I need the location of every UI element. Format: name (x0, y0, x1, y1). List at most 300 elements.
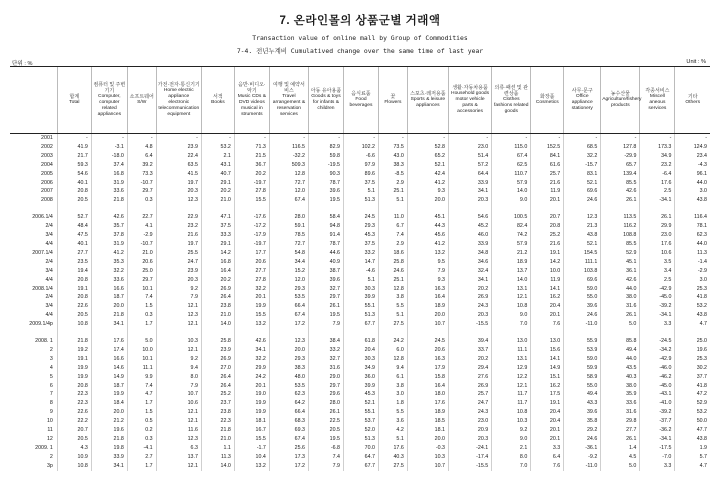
table-cell: -8.5 (378, 170, 407, 179)
table-cell: 26.9 (201, 355, 234, 364)
table-row (10, 462, 710, 471)
table-cell: -3.1 (91, 143, 127, 152)
table-cell: 25.6 (269, 444, 308, 453)
table-cell: 53.5 (269, 382, 308, 391)
table-cell: 139.4 (601, 170, 640, 179)
data-table (10, 66, 710, 471)
table-cell: 13.7 (156, 453, 201, 462)
table-cell: - (343, 134, 378, 143)
table-cell: 25.8 (201, 337, 234, 346)
table-cell: 45.3 (343, 231, 378, 240)
table-cell: 39.4 (448, 337, 491, 346)
table-row (10, 152, 710, 161)
column-header-english: Agriculture/fishery products (602, 97, 642, 108)
table-cell: 62.3 (675, 231, 710, 240)
table-cell: 16.2 (531, 382, 564, 391)
table-cell: 23.2 (156, 222, 201, 231)
table-cell: 38.7 (308, 267, 343, 276)
column-header-korean: 스포츠·레저용품 (410, 91, 446, 98)
table-cell: 37.4 (91, 161, 127, 170)
table-cell: 82.4 (492, 222, 531, 231)
table-row (10, 285, 710, 294)
table-cell: 59.1 (269, 222, 308, 231)
table-cell: -6.6 (343, 152, 378, 161)
table-cell: 24.6 (564, 311, 601, 320)
table-cell: 21.5 (234, 152, 269, 161)
table-cell: 6.3 (156, 444, 201, 453)
column-header (156, 67, 201, 134)
table-cell: 3.0 (378, 390, 407, 399)
table-cell: 34.4 (269, 258, 308, 267)
table-cell: 3.0 (675, 187, 710, 196)
table-cell: 7.9 (308, 320, 343, 329)
table-cell: 42.6 (601, 187, 640, 196)
table-cell: 24.6 (564, 196, 601, 205)
column-header (10, 67, 57, 134)
row-label: 4/4 (45, 240, 53, 247)
column-header (91, 67, 127, 134)
table-cell: 51.4 (448, 152, 491, 161)
row-label: 12 (46, 436, 53, 442)
table-cell: 39.6 (308, 187, 343, 196)
table-cell: 34.9 (640, 152, 675, 161)
table-cell: 45.2 (448, 222, 491, 231)
table-cell: 29.3 (269, 285, 308, 294)
table-cell: 27.0 (201, 364, 234, 373)
table-cell: 53.2 (675, 302, 710, 311)
column-header-korean: 화장품 (540, 94, 555, 101)
table-cell: 20.2 (448, 355, 491, 364)
table-cell: 3.3 (640, 462, 675, 471)
table-cell: 65.7 (601, 161, 640, 170)
table-cell: -10.7 (127, 179, 156, 188)
table-cell: 65.2 (407, 152, 448, 161)
column-header-english: Travel arrangement & reservation services (272, 94, 306, 117)
table-cell: 41.8 (675, 293, 710, 302)
table-cell: 4.7 (675, 462, 710, 471)
table-cell: 16.2 (531, 293, 564, 302)
column-header (492, 67, 531, 134)
table-cell: 25.3 (675, 285, 710, 294)
table-cell: 24.2 (378, 337, 407, 346)
table-cell: 29.8 (601, 417, 640, 426)
table-cell: 26.4 (201, 293, 234, 302)
table-cell: 1.4 (601, 444, 640, 453)
table-cell: -43.1 (640, 390, 675, 399)
row-label: 3 (49, 355, 53, 362)
table-cell: -2.9 (675, 267, 710, 276)
table-cell: 89.6 (343, 170, 378, 179)
table-cell: 13.1 (492, 285, 531, 294)
table-cell: 31.9 (91, 240, 127, 249)
table-cell: - (308, 134, 343, 143)
table-cell: 40.3 (378, 453, 407, 462)
table-cell: -24.5 (640, 337, 675, 346)
table-cell: 27.5 (378, 462, 407, 471)
table-cell: 12.1 (156, 346, 201, 355)
table-cell: 14.1 (531, 355, 564, 364)
table-cell: -1.7 (234, 444, 269, 453)
table-cell: 10.0 (531, 267, 564, 276)
table-cell: 34.1 (91, 320, 127, 329)
table-cell: 39.6 (564, 302, 601, 311)
table-cell: 42.6 (91, 213, 127, 222)
table-cell: - (640, 134, 675, 143)
table-cell: 20.9 (448, 426, 491, 435)
table-cell: 41.5 (156, 170, 201, 179)
table-cell: 17.6 (640, 179, 675, 188)
table-cell: 13.7 (492, 267, 531, 276)
table-cell: 12.1 (156, 320, 201, 329)
table-cell: -17.5 (640, 444, 675, 453)
row-label: 2004 (41, 161, 53, 168)
table-cell: 33.3 (201, 231, 234, 240)
table-cell: 20.0 (269, 346, 308, 355)
column-header-english: Home electric appliance electronic telecommunication equipment (158, 88, 200, 117)
column-header (531, 67, 564, 134)
table-cell: 20.8 (57, 382, 91, 391)
table-cell: 13.0 (492, 337, 531, 346)
table-cell: 57.9 (492, 240, 531, 249)
table-cell: 55.0 (564, 293, 601, 302)
column-header (269, 67, 308, 134)
table-row (10, 417, 710, 426)
table-row (10, 222, 710, 231)
table-cell: 46.0 (448, 231, 491, 240)
table-cell: 7.4 (308, 453, 343, 462)
table-cell: 97.9 (343, 161, 378, 170)
table-cell: 12.1 (156, 462, 201, 471)
table-cell: 62.3 (269, 390, 308, 399)
table-cell: 14.2 (531, 258, 564, 267)
table-cell: 29.4 (448, 364, 491, 373)
table-cell: -11.0 (564, 320, 601, 329)
subtitle-english: Transaction value of online mall by Group of Commodities (252, 34, 468, 42)
row-label: 2 (49, 453, 53, 460)
table-cell: 20.0 (91, 302, 127, 311)
table-cell: 52.9 (601, 249, 640, 258)
row-label: 5 (49, 373, 53, 380)
table-cell: 4.1 (127, 222, 156, 231)
table-cell: 90.3 (308, 170, 343, 179)
table-cell: 41.2 (91, 249, 127, 258)
row-label: 2006 (41, 179, 53, 186)
table-cell: 29.1 (201, 240, 234, 249)
table-cell: 54.8 (269, 249, 308, 258)
table-cell: 47.5 (57, 231, 91, 240)
column-header-english: Cosmetics (535, 100, 559, 106)
table-cell: -7.0 (640, 453, 675, 462)
table-cell: 20.1 (234, 382, 269, 391)
column-header-english: Computer, computer related appliances (97, 94, 122, 117)
table-cell: 33.6 (601, 399, 640, 408)
table-cell: 2.5 (640, 276, 675, 285)
table-row (10, 302, 710, 311)
table-cell: 2.9 (378, 240, 407, 249)
table-cell: 7.4 (127, 382, 156, 391)
table-cell: 154.5 (564, 249, 601, 258)
table-cell: 16.8 (201, 258, 234, 267)
table-cell: 6.1 (378, 373, 407, 382)
column-header-korean: 음식료품 (351, 91, 371, 98)
table-cell: 19.5 (308, 435, 343, 444)
table-cell: 25.2 (201, 390, 234, 399)
column-header-english: Clothes fashions related goods (493, 97, 529, 114)
table-cell: 15.5 (234, 196, 269, 205)
table-cell: 111.1 (564, 258, 601, 267)
table-cell: 116.5 (269, 143, 308, 152)
table-cell: 1.8 (378, 399, 407, 408)
table-cell: 1.9 (675, 444, 710, 453)
column-header (640, 67, 675, 134)
table-cell: 34.9 (343, 364, 378, 373)
table-cell: 19.1 (57, 285, 91, 294)
table-cell: 19.9 (91, 390, 127, 399)
table-cell: 14.9 (91, 373, 127, 382)
table-cell: 26.1 (640, 213, 675, 222)
table-cell: 20.5 (57, 435, 91, 444)
table-cell: 23.0 (448, 417, 491, 426)
table-cell: 20.4 (531, 408, 564, 417)
table-cell: 24.3 (448, 408, 491, 417)
table-cell: - (91, 134, 127, 143)
table-cell: 41.2 (407, 240, 448, 249)
table-cell: 127.8 (601, 143, 640, 152)
table-cell: 23.9 (156, 267, 201, 276)
table-cell: -19.5 (308, 161, 343, 170)
table-cell: 108.8 (601, 231, 640, 240)
table-cell: 37.5 (201, 222, 234, 231)
table-cell: 23.2 (640, 161, 675, 170)
table-cell: 17.2 (269, 462, 308, 471)
column-header-english: Miscell aneous services (648, 94, 667, 111)
table-cell: 5.5 (378, 302, 407, 311)
table-cell: 30.3 (343, 285, 378, 294)
table-cell: 83.1 (564, 170, 601, 179)
group-separator (10, 205, 710, 213)
table-cell: 37.8 (91, 231, 127, 240)
table-cell: 22.3 (57, 399, 91, 408)
table-cell: 36.0 (343, 373, 378, 382)
table-cell: 64.7 (343, 453, 378, 462)
table-cell: 19.9 (234, 302, 269, 311)
table-cell: 19.9 (234, 399, 269, 408)
table-cell: 12.1 (492, 382, 531, 391)
table-cell: 10.8 (492, 408, 531, 417)
table-row (10, 320, 710, 329)
row-label: 8 (49, 400, 53, 407)
row-label: 2 (49, 346, 53, 353)
table-cell: 21.8 (91, 311, 127, 320)
table-cell: - (564, 134, 601, 143)
table-cell: 11.0 (378, 213, 407, 222)
table-cell: - (156, 134, 201, 143)
table-cell: 20.0 (407, 435, 448, 444)
table-cell: 5.1 (343, 276, 378, 285)
table-cell: 10.1 (127, 355, 156, 364)
table-cell: 13.1 (492, 355, 531, 364)
row-label: 10 (46, 418, 53, 425)
table-cell: 37.5 (343, 179, 378, 188)
table-cell: 10.8 (57, 320, 91, 329)
table-cell: 14.0 (201, 320, 234, 329)
table-cell: 37.7 (675, 373, 710, 382)
table-cell: 22.3 (201, 417, 234, 426)
table-cell: 7.0 (492, 320, 531, 329)
table-row (10, 161, 710, 170)
table-cell: 67.4 (492, 152, 531, 161)
table-cell: 21.6 (156, 231, 201, 240)
table-cell: 17.3 (269, 453, 308, 462)
table-cell: 3.3 (640, 320, 675, 329)
table-cell: 51.3 (343, 435, 378, 444)
table-cell: 18.0 (407, 390, 448, 399)
table-cell: -19.7 (234, 240, 269, 249)
table-cell: - (269, 134, 308, 143)
column-header-english: Office appliance stationery (571, 94, 593, 111)
table-cell: 23.8 (201, 302, 234, 311)
table-cell: 16.8 (91, 170, 127, 179)
table-cell: 73.5 (378, 143, 407, 152)
table-cell: 0.3 (127, 196, 156, 205)
table-cell: 10.6 (156, 399, 201, 408)
table-cell: 14.0 (492, 276, 531, 285)
table-cell: 10.6 (640, 249, 675, 258)
table-cell: -34.1 (640, 311, 675, 320)
table-cell: 36.1 (601, 267, 640, 276)
table-cell: 52.9 (675, 399, 710, 408)
table-cell: 9.2 (156, 285, 201, 294)
table-cell: 25.0 (675, 337, 710, 346)
table-cell: 78.7 (308, 240, 343, 249)
table-row (10, 293, 710, 302)
table-cell: 10.7 (156, 390, 201, 399)
table-cell: 33.6 (91, 276, 127, 285)
column-header (57, 67, 91, 134)
table-cell: 42.6 (601, 276, 640, 285)
column-header-korean: 서적 (213, 94, 223, 101)
table-cell: 5.5 (378, 408, 407, 417)
table-cell: -39.2 (640, 302, 675, 311)
table-cell: 21.7 (57, 152, 91, 161)
subtitle-korean: 7-4. 전년누계비 Cumulatived change over the same time of last year (236, 47, 484, 55)
table-row (10, 337, 710, 346)
table-cell: 11.7 (492, 390, 531, 399)
table-cell: 52.1 (564, 179, 601, 188)
table-cell: 25.1 (378, 276, 407, 285)
table-cell: 19.1 (531, 249, 564, 258)
table-cell: 20.3 (448, 196, 491, 205)
table-cell: 19.7 (156, 179, 201, 188)
table-cell: 19.5 (308, 196, 343, 205)
table-cell: 2.5 (640, 187, 675, 196)
table-cell: 10.3 (407, 453, 448, 462)
table-cell: 59.8 (308, 152, 343, 161)
table-cell: 55.1 (343, 408, 378, 417)
row-label: 2008.1/4 (32, 285, 53, 292)
table-cell: 19.6 (675, 346, 710, 355)
column-header-korean: 농수산물 (610, 91, 630, 98)
table-row (10, 373, 710, 382)
table-cell: 20.5 (308, 426, 343, 435)
table-cell: 20.4 (531, 417, 564, 426)
row-label: 2008. 1 (35, 338, 53, 345)
column-header-korean: 각종서비스 (645, 88, 670, 95)
table-cell: 33.2 (343, 249, 378, 258)
column-header-english: Books (211, 100, 225, 106)
table-cell: 11.9 (531, 187, 564, 196)
table-cell: 85.5 (601, 179, 640, 188)
table-cell: 44.0 (675, 179, 710, 188)
row-label: 3p (46, 462, 53, 469)
table-cell: - (201, 134, 234, 143)
table-cell: 45.1 (407, 213, 448, 222)
table-cell: 19.6 (91, 426, 127, 435)
table-cell: 38.3 (269, 364, 308, 373)
table-cell: 78.5 (269, 231, 308, 240)
table-cell: 10.0 (127, 346, 156, 355)
table-cell: 44.0 (601, 285, 640, 294)
table-cell: 16.3 (407, 285, 448, 294)
table-cell: 3.6 (378, 417, 407, 426)
table-cell: 20.5 (57, 196, 91, 205)
table-cell: 85.8 (601, 337, 640, 346)
table-cell: 67.4 (269, 311, 308, 320)
table-cell: 20.8 (531, 222, 564, 231)
table-cell: 1.7 (127, 399, 156, 408)
table-cell: 30.3 (343, 355, 378, 364)
table-cell: 78.1 (675, 222, 710, 231)
row-label: 2002 (41, 143, 53, 150)
table-cell: 45.6 (407, 231, 448, 240)
table-cell: 16.4 (407, 382, 448, 391)
table-row (10, 143, 710, 152)
table-cell: 58.9 (564, 373, 601, 382)
table-cell: 47.1 (201, 213, 234, 222)
table-cell: 51.3 (343, 311, 378, 320)
table-cell: 38.0 (601, 293, 640, 302)
table-cell: 19.5 (308, 311, 343, 320)
table-cell: 21.0 (201, 435, 234, 444)
table-cell: 42.4 (407, 170, 448, 179)
table-cell: -15.5 (448, 462, 491, 471)
column-header-korean: 사무·문구 (571, 88, 593, 95)
table-cell: 18.9 (407, 408, 448, 417)
table-cell: - (234, 134, 269, 143)
table-cell: 41.8 (675, 382, 710, 391)
column-header-korean: 소프트웨어 (129, 94, 154, 101)
table-cell: 12.3 (156, 196, 201, 205)
table-cell: 20.7 (531, 213, 564, 222)
table-cell: 20.8 (57, 187, 91, 196)
table-cell: 48.4 (57, 222, 91, 231)
row-label: 9 (49, 409, 53, 416)
table-cell: 19.9 (57, 364, 91, 373)
table-cell: 25.0 (127, 267, 156, 276)
table-cell: 0.5 (127, 417, 156, 426)
table-cell: 85.5 (601, 240, 640, 249)
table-cell: 43.3 (564, 399, 601, 408)
table-cell: 116.2 (601, 222, 640, 231)
table-cell: 113.5 (601, 213, 640, 222)
table-cell: 33.9 (448, 240, 491, 249)
table-cell: -11.0 (564, 462, 601, 471)
row-label: 2003 (41, 152, 53, 159)
table-row (10, 364, 710, 373)
table-cell: 115.0 (492, 143, 531, 152)
table-cell: 61.6 (531, 161, 564, 170)
table-cell: 55.0 (564, 382, 601, 391)
